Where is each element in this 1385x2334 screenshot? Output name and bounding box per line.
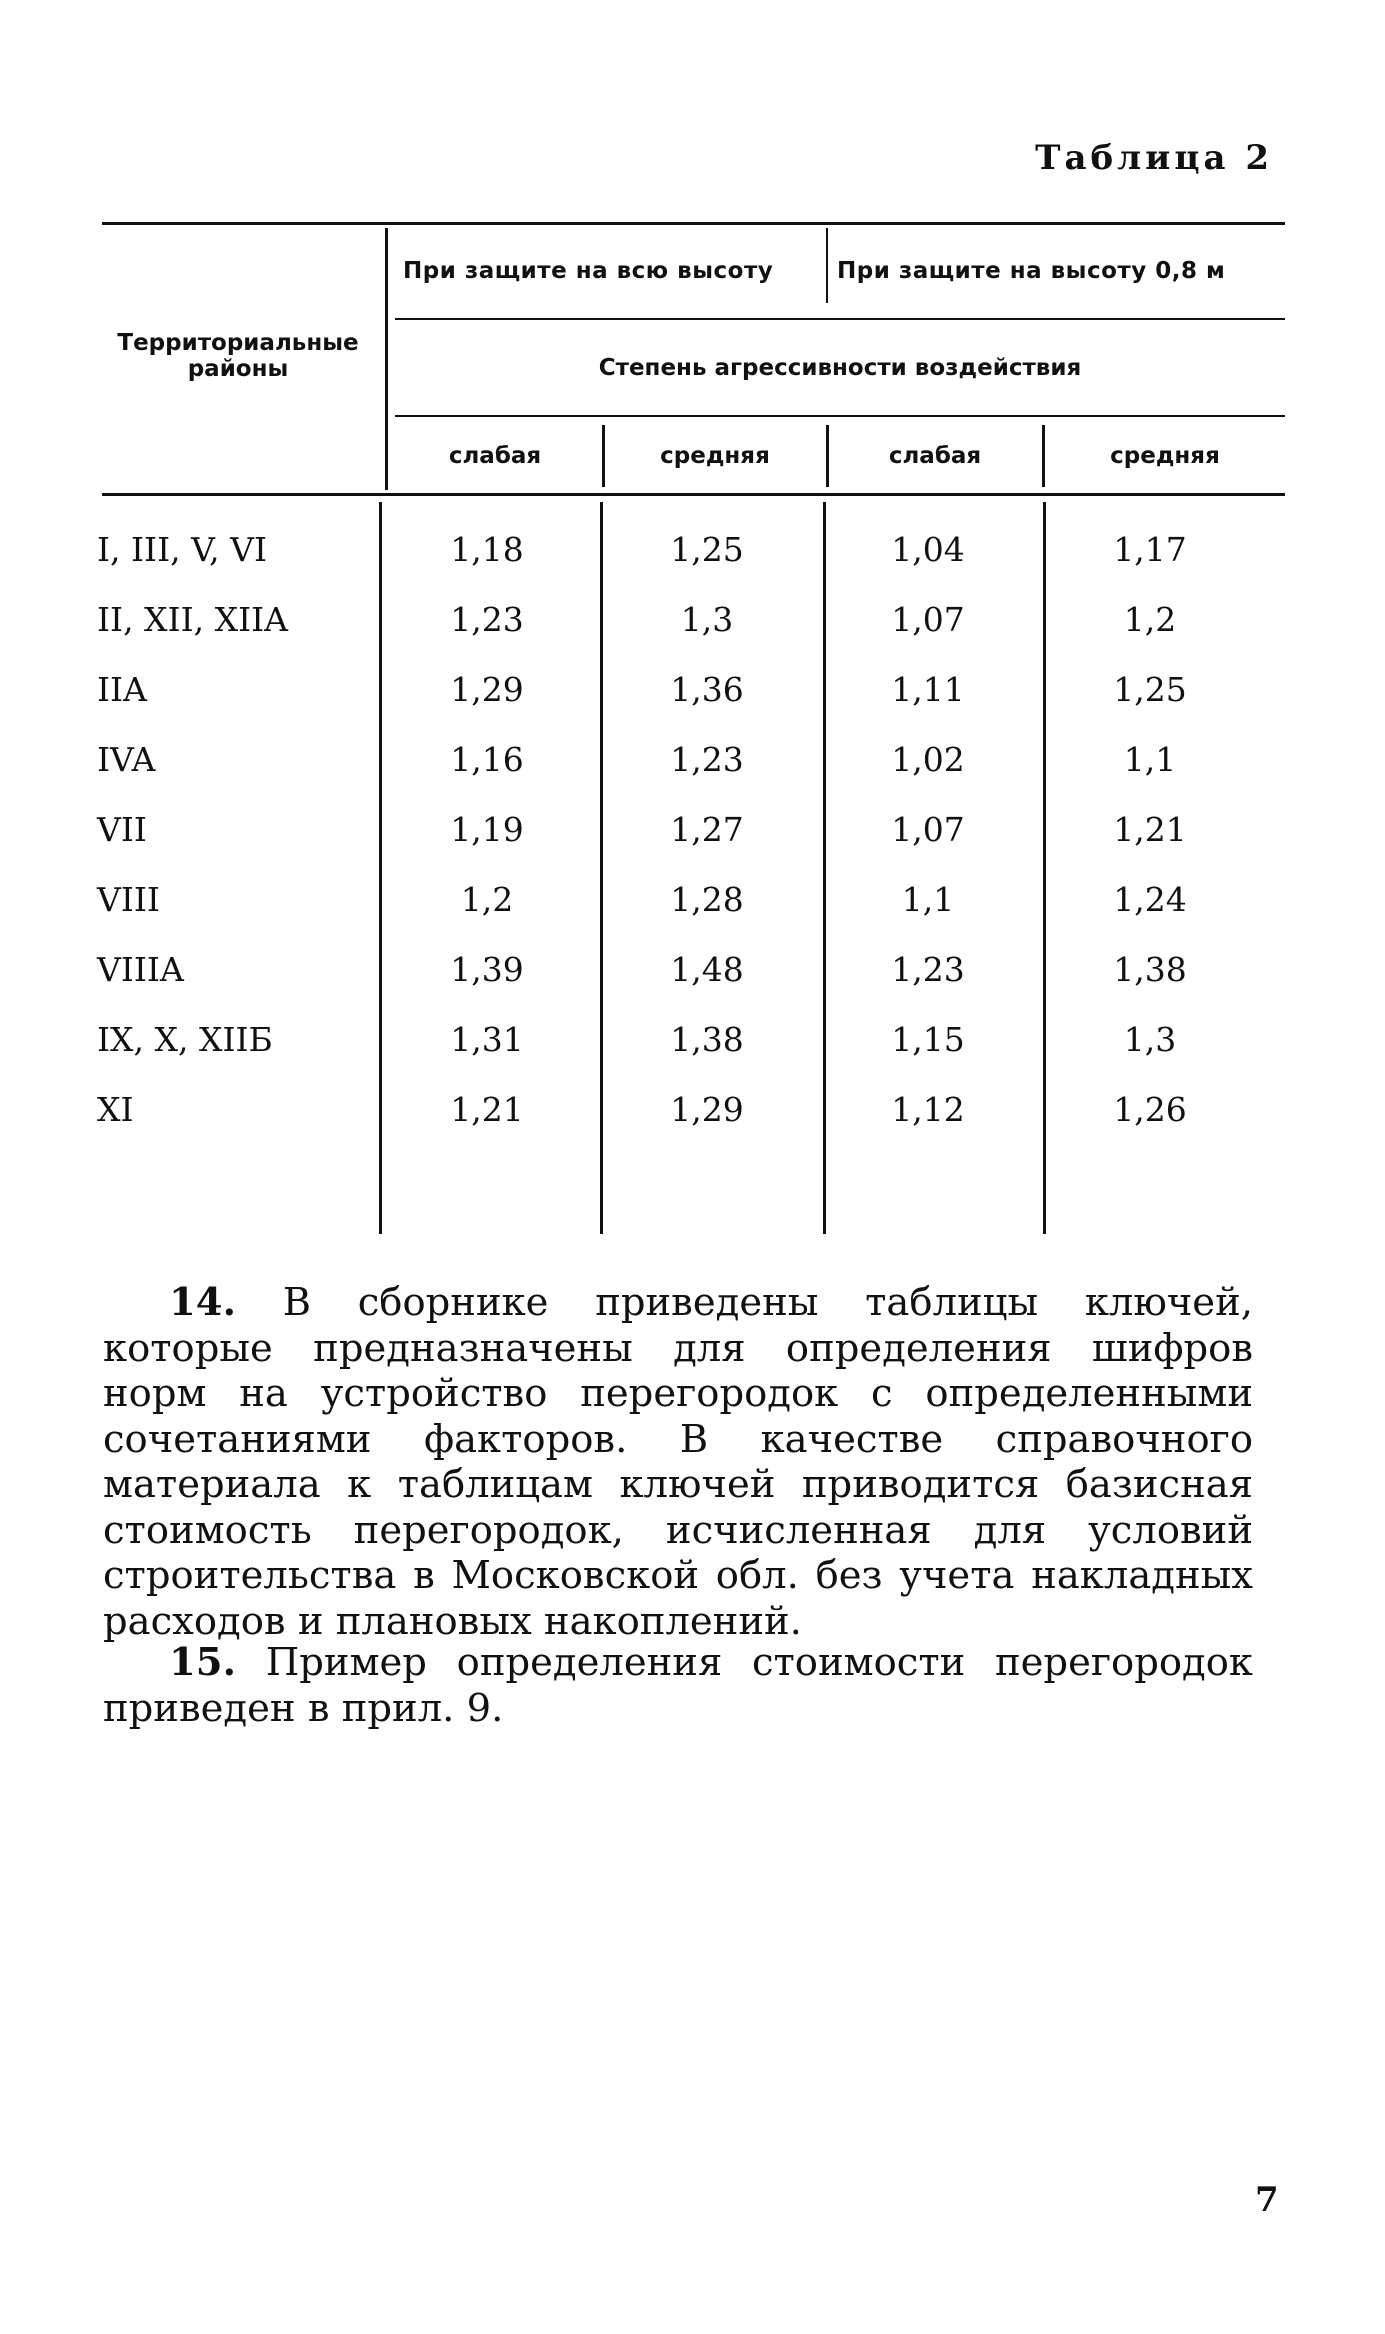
- row-value-weak-full: 1,16: [450, 740, 524, 779]
- row-value-weak-full: 1,31: [450, 1020, 524, 1059]
- page-number: 7: [1255, 2180, 1279, 2220]
- group-header-partial-height: При защите на высоту 0,8 м: [837, 258, 1226, 284]
- row-district: IVA: [97, 740, 156, 779]
- row-value-medium-full: 1,28: [670, 880, 744, 919]
- row-district: IX, X, XIIБ: [97, 1020, 273, 1059]
- row-district: XI: [97, 1090, 134, 1129]
- row-value-medium-full: 1,48: [670, 950, 744, 989]
- row-value-medium-partial: 1,25: [1113, 670, 1187, 709]
- paragraph-text: В сборнике приведены таблицы ключей, которые предназначены для определения шифров норм на устройство перегородок с определенными сочетаниями факторов. В качестве справочного материала к таблицам ключей приводится базисная стоимость перегородок, исчисленная для условий строительства в Московской обл. без учета накладных расходов и плановых накоплений.: [103, 1280, 1253, 1644]
- row-value-medium-partial: 1,21: [1113, 810, 1187, 849]
- row-value-weak-partial: 1,07: [891, 600, 965, 639]
- group-header-full-height: При защите на всю высоту: [403, 258, 774, 284]
- row-value-weak-full: 1,18: [450, 530, 524, 569]
- body-divider-4: [1043, 502, 1046, 1234]
- row-header-label: Территориальные районы: [117, 330, 359, 382]
- row-value-weak-partial: 1,15: [891, 1020, 965, 1059]
- row-value-weak-partial: 1,12: [891, 1090, 965, 1129]
- row-district: II, XII, XIIA: [97, 600, 288, 639]
- row-value-medium-partial: 1,2: [1123, 600, 1177, 639]
- row-district: VIII: [97, 880, 160, 919]
- row-value-weak-partial: 1,04: [891, 530, 965, 569]
- paragraph-text: Пример определения стоимости перегородок приведен в прил. 9.: [103, 1640, 1253, 1731]
- row-value-medium-full: 1,25: [670, 530, 744, 569]
- header-rule-upper: [395, 318, 1285, 320]
- paragraph-number: 15.: [169, 1640, 236, 1685]
- sub-header-medium-2: средняя: [1110, 443, 1220, 469]
- table-top-rule: [102, 222, 1285, 225]
- row-value-weak-full: 1,29: [450, 670, 524, 709]
- row-value-medium-partial: 1,26: [1113, 1090, 1187, 1129]
- row-value-weak-partial: 1,1: [901, 880, 955, 919]
- body-divider-3: [823, 502, 826, 1234]
- paragraph-14: [103, 1280, 1253, 1644]
- row-value-weak-partial: 1,11: [891, 670, 965, 709]
- sub-header-weak-1: слабая: [448, 443, 542, 469]
- body-divider-2: [600, 502, 603, 1234]
- row-value-medium-full: 1,38: [670, 1020, 744, 1059]
- aggressiveness-header: Степень агрессивности воздействия: [598, 355, 1082, 381]
- row-value-medium-partial: 1,1: [1123, 740, 1177, 779]
- header-bottom-rule: [102, 493, 1285, 496]
- row-value-weak-partial: 1,02: [891, 740, 965, 779]
- header-divider-row-label: [385, 228, 388, 490]
- row-value-weak-full: 1,23: [450, 600, 524, 639]
- row-district: VII: [97, 810, 147, 849]
- row-value-medium-full: 1,23: [670, 740, 744, 779]
- paragraph-number: 14.: [169, 1280, 236, 1325]
- row-value-weak-full: 1,2: [460, 880, 514, 919]
- row-value-medium-partial: 1,38: [1113, 950, 1187, 989]
- row-value-weak-partial: 1,23: [891, 950, 965, 989]
- body-divider-1: [379, 502, 382, 1234]
- header-rule-lower: [395, 415, 1285, 417]
- row-value-medium-partial: 1,17: [1113, 530, 1187, 569]
- row-value-medium-partial: 1,24: [1113, 880, 1187, 919]
- sub-header-medium-1: средняя: [660, 443, 770, 469]
- row-value-medium-full: 1,36: [670, 670, 744, 709]
- paragraph-15: [103, 1640, 1253, 1731]
- row-district: VIIIA: [97, 950, 184, 989]
- row-value-weak-full: 1,39: [450, 950, 524, 989]
- row-value-medium-full: 1,27: [670, 810, 744, 849]
- row-value-weak-full: 1,21: [450, 1090, 524, 1129]
- row-value-medium-full: 1,29: [670, 1090, 744, 1129]
- row-value-medium-full: 1,3: [680, 600, 734, 639]
- row-value-weak-partial: 1,07: [891, 810, 965, 849]
- sub-header-weak-2: слабая: [888, 443, 982, 469]
- row-district: IIA: [97, 670, 147, 709]
- row-value-weak-full: 1,19: [450, 810, 524, 849]
- table-caption: Таблица 2: [1035, 138, 1273, 178]
- row-value-medium-partial: 1,3: [1123, 1020, 1177, 1059]
- header-divider-groups: [826, 228, 828, 303]
- row-district: I, III, V, VI: [97, 530, 268, 569]
